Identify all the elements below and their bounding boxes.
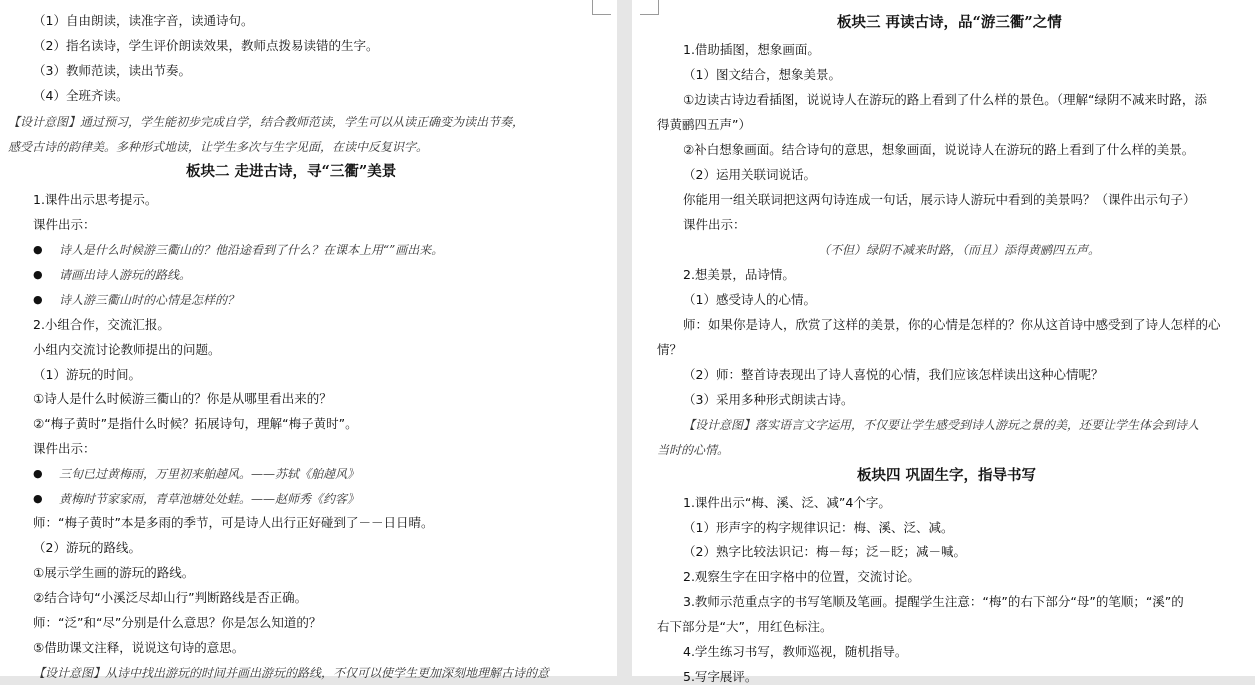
quoted-sentence: （不但）绿阴不减来时路，（而且）添得黄鹂四五声。 [818,243,1101,257]
text-line: 2.小组合作，交流汇报。 [33,317,170,332]
bullet-item: 黄梅时节家家雨，青草池塘处处蛙。——赵师秀《约客》 [59,492,360,506]
bullet-item: 请画出诗人游玩的路线。 [59,268,192,282]
text-line: （1）自由朗读，读准字音，读通诗句。 [33,13,254,28]
text-line: 2.观察生字在田字格中的位置，交流讨论。 [683,569,920,584]
bullet-item: 诗人是什么时候游三衢山的？他沿途看到了什么？在课本上用“”画出来。 [59,243,444,257]
design-intent-note: 感受古诗的韵律美。多种形式地读，让学生多次与生字见面，在读中反复识字。 [8,140,429,154]
text-line: （2）师：整首诗表现出了诗人喜悦的心情，我们应该怎样读出这种心情呢？ [683,367,1104,382]
design-intent-note: 【设计意图】通过预习，学生能初步完成自学，结合教师范读，学生可以从读正确变为读出节奏， [8,115,525,129]
section-heading: 板块四 巩固生字，指导书写 [857,467,1037,484]
section-heading: 板块三 再读古诗，品“游三衢”之情 [837,14,1062,31]
text-line: 师：“泛”和“尽”分别是什么意思？你是怎么知道的？ [33,615,322,630]
text-line: ②补白想象画面。结合诗句的意思，想象画面，说说诗人在游玩的路上看到了什么样的美景。 [683,142,1195,157]
page-corner-mark [592,0,611,15]
text-line: 课件出示： [33,441,96,456]
design-intent-note: 当时的心情。 [657,443,730,457]
text-line: ⑤借助课文注释，说说这句诗的意思。 [33,640,245,655]
bullet-icon: ● [33,268,43,281]
section-heading: 板块二 走进古诗，寻“三衢”美景 [186,163,397,180]
text-line: （2）运用关联词说话。 [683,167,816,182]
text-line: 师：如果你是诗人，欣赏了这样的美景，你的心情是怎样的？你从这首诗中感受到了诗人怎样的心 [683,317,1221,332]
text-line: 小组内交流讨论教师提出的问题。 [33,342,221,357]
right-document-page [632,0,1255,684]
bullet-icon: ● [33,243,43,256]
text-line: 3.教师示范重点字的书写笔顺及笔画。提醒学生注意：“梅”的右下部分“母”的笔顺；“溪”的 [683,594,1184,609]
text-line: （2）游玩的路线。 [33,540,141,555]
left-document-page [0,0,617,680]
text-line: 情？ [657,342,683,357]
text-line: （1）游玩的时间。 [33,367,141,382]
text-line: 课件出示： [33,217,96,232]
text-line: （2）熟字比较法识记：梅－每；泛－眨；减－喊。 [683,544,966,559]
text-line: 课件出示： [683,217,746,232]
text-line: 5.写字展评。 [683,669,758,684]
text-line: （3）采用多种形式朗读古诗。 [683,392,854,407]
text-line: 4.学生练习书写，教师巡视，随机指导。 [683,644,908,659]
bullet-icon: ● [33,467,43,480]
text-line: （4）全班齐读。 [33,88,129,103]
text-line: （1）感受诗人的心情。 [683,292,816,307]
text-line: 得黄鹂四五声”） [657,117,751,132]
text-line: ②结合诗句“小溪泛尽却山行”判断路线是否正确。 [33,590,308,605]
text-line: （3）教师范读，读出节奏。 [33,63,191,78]
text-line: （2）指名读诗，学生评价朗读效果，教师点拨易读错的生字。 [33,38,379,53]
text-line: （1）图文结合，想象美景。 [683,67,841,82]
design-intent-note: 【设计意图】从诗中找出游玩的时间并画出游玩的路线，不仅可以使学生更加深刻地理解古诗的意 [33,666,550,680]
bullet-icon: ● [33,492,43,505]
bullet-icon: ● [33,293,43,306]
text-line: 右下部分是“大”，用红色标注。 [657,619,833,634]
text-line: 师：“梅子黄时”本是多雨的季节，可是诗人出行正好碰到了－－日日晴。 [33,515,434,530]
bullet-item: 三旬已过黄梅雨，万里初来舶趠风。——苏轼《舶趠风》 [59,467,360,481]
page-corner-mark [640,0,659,15]
text-line: ①展示学生画的游玩的路线。 [33,565,195,580]
design-intent-note: 【设计意图】落实语言文字运用，不仅要让学生感受到诗人游玩之景的美，还要让学生体会到诗人 [683,418,1200,432]
page-gap [617,0,632,676]
text-line: 1.课件出示思考提示。 [33,192,158,207]
text-line: ①边读古诗边看插图，说说诗人在游玩的路上看到了什么样的景色。（理解“绿阴不减来时路，添 [683,92,1207,107]
text-line: 2.想美景，品诗情。 [683,267,795,282]
text-line: 你能用一组关联词把这两句诗连成一句话，展示诗人游玩中看到的美景吗？（课件出示句子） [683,192,1196,207]
text-line: ②“梅子黄时”是指什么时候？拓展诗句，理解“梅子黄时”。 [33,416,358,431]
text-line: ①诗人是什么时候游三衢山的？你是从哪里看出来的？ [33,391,332,406]
text-line: 1.课件出示“梅、溪、泛、减”4个字。 [683,495,891,510]
bullet-item: 诗人游三衢山时的心情是怎样的？ [59,293,240,307]
text-line: （1）形声字的构字规律识记：梅、溪、泛、减。 [683,520,954,535]
text-line: 1.借助插图，想象画面。 [683,42,820,57]
